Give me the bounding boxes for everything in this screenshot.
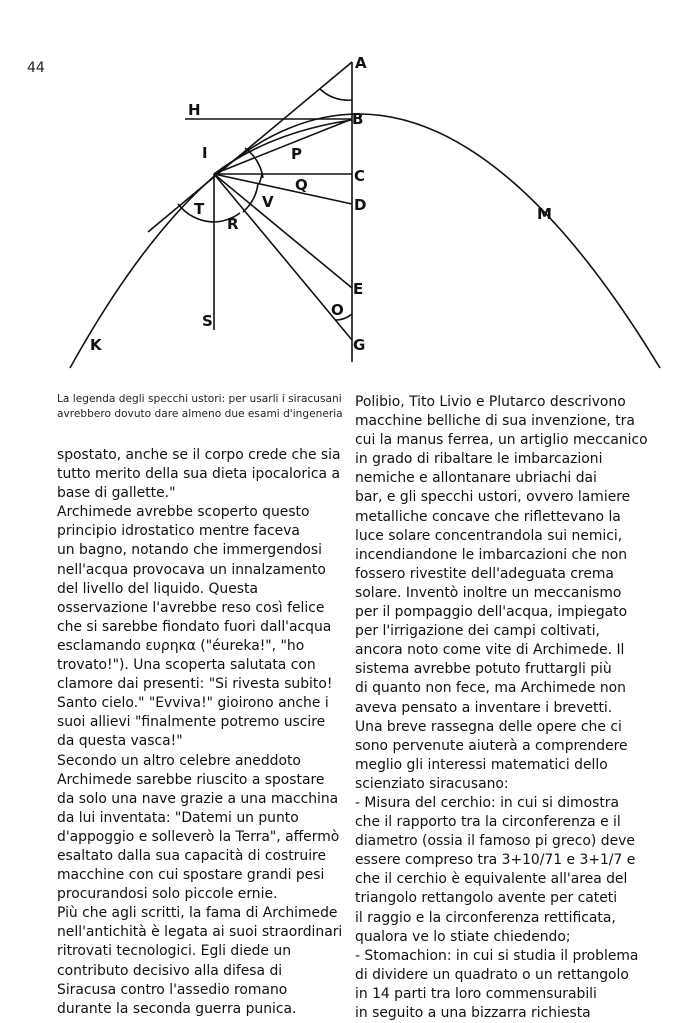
label-s: S <box>202 312 213 330</box>
text-line: da solo una nave grazie a una macchina <box>57 790 339 807</box>
page-number: 44 <box>27 60 45 76</box>
text-line: nell'antichità è legata ai suoi straordinari <box>57 924 343 941</box>
text-line: in 14 parti tra loro commensurabili <box>355 985 597 1002</box>
right-text-column <box>355 393 655 1023</box>
text-line: da lui inventata: "Datemi un punto <box>57 809 299 826</box>
text-line: macchine belliche di sua invenzione, tra <box>355 413 635 430</box>
text-line: principio idrostatico mentre faceva <box>57 523 300 540</box>
figure-caption <box>57 392 347 422</box>
label-q: Q <box>295 176 308 194</box>
angle-arc-a <box>320 89 352 100</box>
text-line: Santo cielo." "Evviva!" gioirono anche i <box>57 695 329 712</box>
text-line: che il rapporto tra la circonferenza e il <box>355 814 621 831</box>
text-line: diametro (ossia il famoso pi greco) deve <box>355 833 635 850</box>
text-line: suoi allievi "finalmente potremo uscire <box>57 714 326 731</box>
text-line: Secondo un altro celebre aneddoto <box>57 752 301 769</box>
text-line: che si sarebbe fiondato fuori dall'acqua <box>57 618 332 635</box>
text-line: che il cerchio è equivalente all'area del <box>355 871 628 888</box>
text-line: tutto merito della sua dieta ipocalorica a <box>57 466 340 483</box>
parabola-curve <box>70 114 660 368</box>
text-line: qualora ve lo stiate chiedendo; <box>355 928 571 945</box>
label-r: R <box>227 215 239 233</box>
text-line: incendiandone le imbarcazioni che non <box>355 546 628 563</box>
text-line: bar, e gli specchi ustori, ovvero lamiere <box>355 489 631 506</box>
text-line: scienziato siracusano: <box>355 775 509 792</box>
label-c: C <box>354 167 366 185</box>
text-line: cui la manus ferrea, un artiglio meccanico <box>355 432 648 449</box>
text-line: nell'acqua provocava un innalzamento <box>57 561 326 578</box>
caption-line: La legenda degli specchi ustori: per usarli i siracusani <box>57 393 342 405</box>
text-line: metalliche concave che riflettevano la <box>355 508 621 525</box>
text-line: meglio gli interessi matematici dello <box>355 756 608 773</box>
label-v: V <box>262 193 274 211</box>
label-m: M <box>537 205 552 223</box>
label-k: K <box>90 336 102 354</box>
label-d: D <box>354 196 367 214</box>
label-o: O <box>331 301 344 319</box>
text-line: procurandosi solo piccole ernie. <box>57 886 278 903</box>
label-e: E <box>353 280 364 298</box>
text-line: per il pompaggio dell'acqua, impiegato <box>355 604 628 621</box>
text-line: esclamando ευρηκα ("éureka!", "ho <box>57 637 305 654</box>
text-line: Archimede avrebbe scoperto questo <box>57 504 310 521</box>
text-line: di quanto non fece, ma Archimede non <box>355 680 626 697</box>
angle-arc-q <box>259 174 262 184</box>
text-line: - Misura del cerchio: in cui si dimostra <box>355 794 619 811</box>
text-line: sono pervenute aiuterà a comprendere <box>355 737 628 754</box>
parabola-mirror-diagram <box>0 0 700 380</box>
text-line: ancora noto come vite di Archimede. Il <box>355 642 625 659</box>
label-a: A <box>355 54 367 72</box>
text-line: sistema avrebbe potuto fruttargli più <box>355 661 612 678</box>
left-text-column <box>57 446 357 1019</box>
text-line: clamore dai presenti: "Si rivesta subito! <box>57 676 333 693</box>
text-line: il raggio e la circonferenza rettificata, <box>355 909 616 926</box>
text-line: solare. Inventò inoltre un meccanismo <box>355 584 622 601</box>
text-line: nemiche e allontanare ubriachi dai <box>355 470 597 487</box>
text-line: aveva pensato a inventare i brevetti. <box>355 699 613 716</box>
label-i: I <box>202 144 208 162</box>
text-line: fossero rivestite dell'adeguata crema <box>355 565 614 582</box>
text-line: Polibio, Tito Livio e Plutarco descrivono <box>355 394 626 410</box>
text-line: macchine con cui spostare grandi pesi <box>57 867 325 884</box>
text-line: per l'irrigazione dei campi coltivati, <box>355 623 600 640</box>
text-line: triangolo rettangolo avente per cateti <box>355 890 618 907</box>
label-g: G <box>353 336 366 354</box>
text-line: spostato, anche se il corpo crede che sia <box>57 447 341 463</box>
text-line: d'appoggio e solleverò la Terra", affermò <box>57 828 340 845</box>
text-line: Più che agli scritti, la fama di Archimede <box>57 905 338 922</box>
label-b: B <box>352 110 364 128</box>
line-i-b <box>214 119 352 174</box>
label-h: H <box>188 101 201 119</box>
text-line: osservazione l'avrebbe reso così felice <box>57 599 325 616</box>
text-line: ritrovati tecnologici. Egli diede un <box>57 943 292 960</box>
text-line: in seguito a una bizzarra richiesta <box>355 1005 591 1021</box>
diagram-svg <box>0 0 700 380</box>
text-line: essere compreso tra 3+10/71 e 3+1/7 e <box>355 852 636 869</box>
text-line: Una breve rassegna delle opere che ci <box>355 718 622 735</box>
text-line: luce solare concentrandola sui nemici, <box>355 527 623 544</box>
text-line: Siracusa contro l'assedio romano <box>57 981 288 998</box>
text-line: base di gallette." <box>57 485 176 502</box>
text-line: di dividere un quadrato o un rettangolo <box>355 966 629 983</box>
text-line: in grado di ribaltare le imbarcazioni <box>355 451 603 468</box>
label-t: T <box>194 200 205 218</box>
text-line: esaltato dalla sua capacità di costruire <box>57 847 327 864</box>
text-line: contributo decisivo alla difesa di <box>57 962 283 979</box>
text-line: - Stomachion: in cui si studia il problema <box>355 947 639 964</box>
label-p: P <box>291 145 302 163</box>
text-line: durante la seconda guerra punica. <box>57 1000 297 1017</box>
text-line: trovato!"). Una scoperta salutata con <box>57 657 316 674</box>
tangent-line <box>148 62 352 232</box>
caption-line: avrebbero dovuto dare almeno due esami d'ingeneria <box>57 408 343 420</box>
text-line: da questa vasca!" <box>57 733 183 750</box>
text-line: un bagno, notando che immergendosi <box>57 542 323 559</box>
text-line: Archimede sarebbe riuscito a spostare <box>57 771 325 788</box>
text-line: del livello del liquido. Questa <box>57 580 258 597</box>
